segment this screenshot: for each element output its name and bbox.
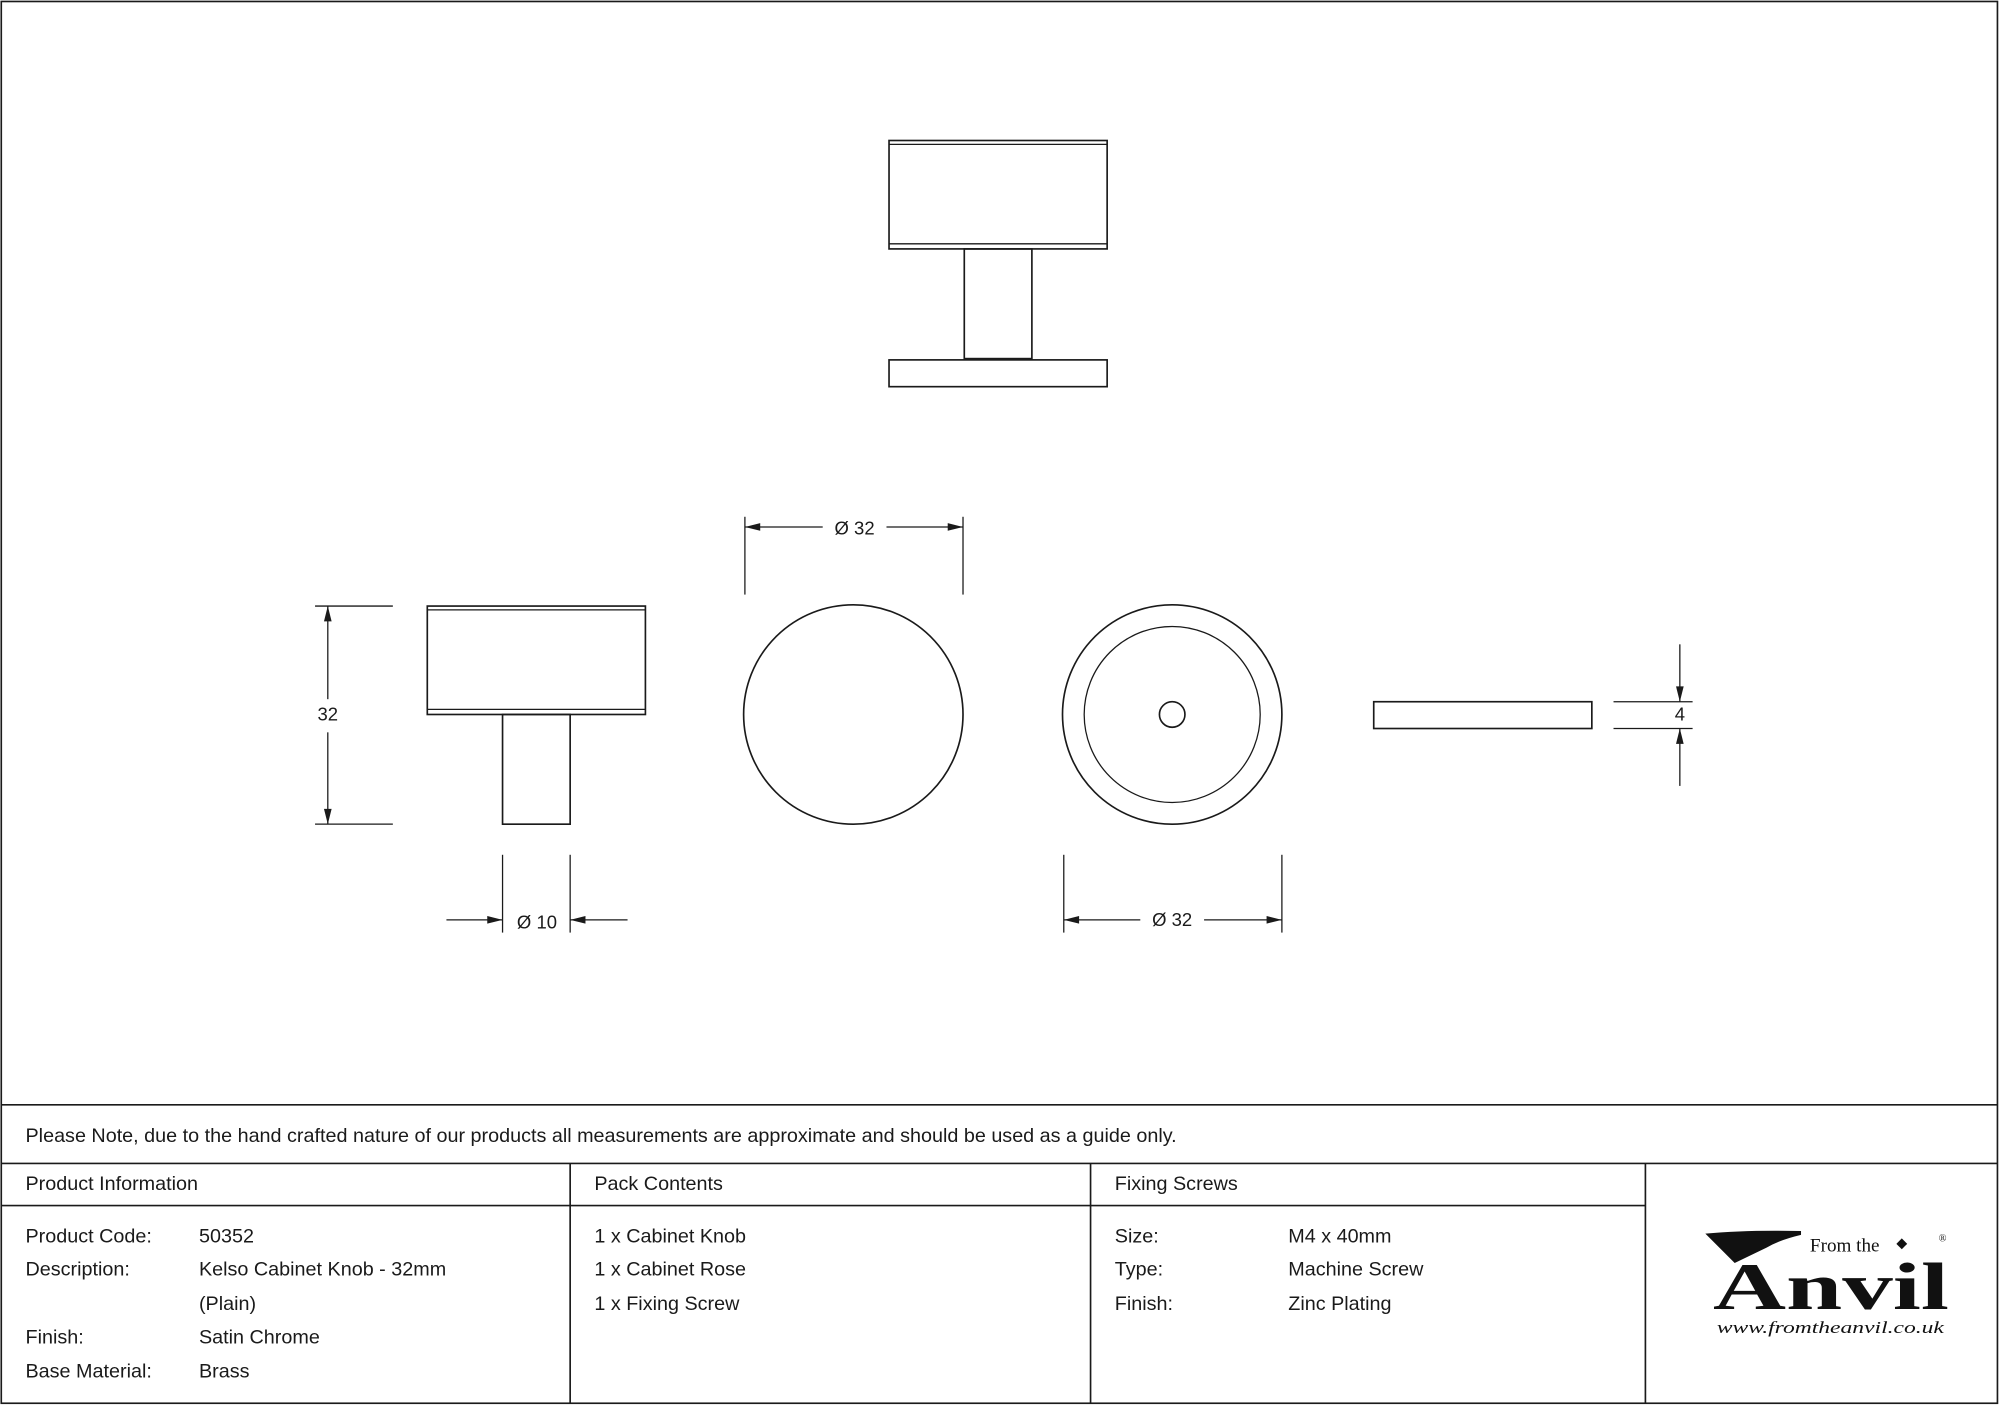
rose-back-view [1063, 605, 1282, 824]
sheet-border [1, 1, 1997, 1403]
product-information-rows [26, 1226, 447, 1383]
svg-text:Base Material:: Base Material: [25, 1360, 152, 1383]
svg-text:Ø 32: Ø 32 [1152, 909, 1193, 931]
pack-contents-list [594, 1226, 746, 1316]
dimension-stem-diameter [446, 855, 627, 933]
svg-text:From the: From the [1809, 1235, 1880, 1257]
side-view-knob [427, 606, 645, 824]
diamond-icon [1896, 1238, 1907, 1249]
svg-text:Finish:: Finish: [1114, 1293, 1174, 1316]
svg-text:Kelso Cabinet Knob - 32mm: Kelso Cabinet Knob - 32mm [198, 1258, 447, 1281]
dimension-rose-thickness [1614, 644, 1693, 786]
svg-text:Zinc Plating: Zinc Plating [1288, 1293, 1392, 1316]
svg-text:1 x Cabinet Rose: 1 x Cabinet Rose [594, 1258, 747, 1281]
svg-text:Product Code:: Product Code: [25, 1225, 152, 1248]
svg-text:Brass: Brass [198, 1360, 250, 1383]
front-view-knob [744, 605, 963, 824]
svg-text:1 x Cabinet Knob: 1 x Cabinet Knob [594, 1225, 747, 1248]
svg-text:®: ® [1938, 1233, 1947, 1245]
product-information-header: Product Information [25, 1173, 199, 1196]
svg-text:4: 4 [1674, 703, 1685, 725]
svg-text:Anvil: Anvil [1713, 1250, 1949, 1324]
top-view-knob [889, 141, 1107, 387]
svg-text:Ø 32: Ø 32 [834, 517, 875, 539]
dimension-rose-diameter [1064, 855, 1282, 933]
svg-text:Ø 10: Ø 10 [516, 911, 558, 933]
svg-text:Machine Screw: Machine Screw [1288, 1258, 1424, 1281]
dimension-knob-diameter [745, 517, 963, 595]
fixing-screws-header: Fixing Screws [1114, 1173, 1238, 1196]
svg-text:32: 32 [317, 703, 339, 725]
info-table [1, 1105, 1997, 1403]
rose-side-view [1374, 702, 1592, 729]
from-the-anvil-logo [1705, 1231, 1949, 1337]
svg-text:www.fromtheanvil.co.uk: www.fromtheanvil.co.uk [1716, 1318, 1945, 1338]
pack-contents-header: Pack Contents [594, 1173, 723, 1196]
dimension-knob-height [315, 606, 393, 824]
svg-text:M4 x 40mm: M4 x 40mm [1288, 1225, 1392, 1248]
svg-text:Description:: Description: [25, 1258, 130, 1281]
svg-text:(Plain): (Plain) [198, 1293, 257, 1316]
svg-text:1 x Fixing Screw: 1 x Fixing Screw [594, 1293, 740, 1316]
disclaimer-note: Please Note, due to the hand crafted nature of our products all measurements are approximate and should be used as a guide only. [25, 1124, 1177, 1147]
svg-text:50352: 50352 [198, 1225, 254, 1248]
svg-text:Finish:: Finish: [25, 1326, 84, 1349]
svg-text:Size:: Size: [1114, 1225, 1159, 1248]
svg-text:Type:: Type: [1114, 1258, 1164, 1281]
fixing-screws-rows [1115, 1226, 1424, 1316]
svg-text:Satin Chrome: Satin Chrome [198, 1326, 320, 1349]
